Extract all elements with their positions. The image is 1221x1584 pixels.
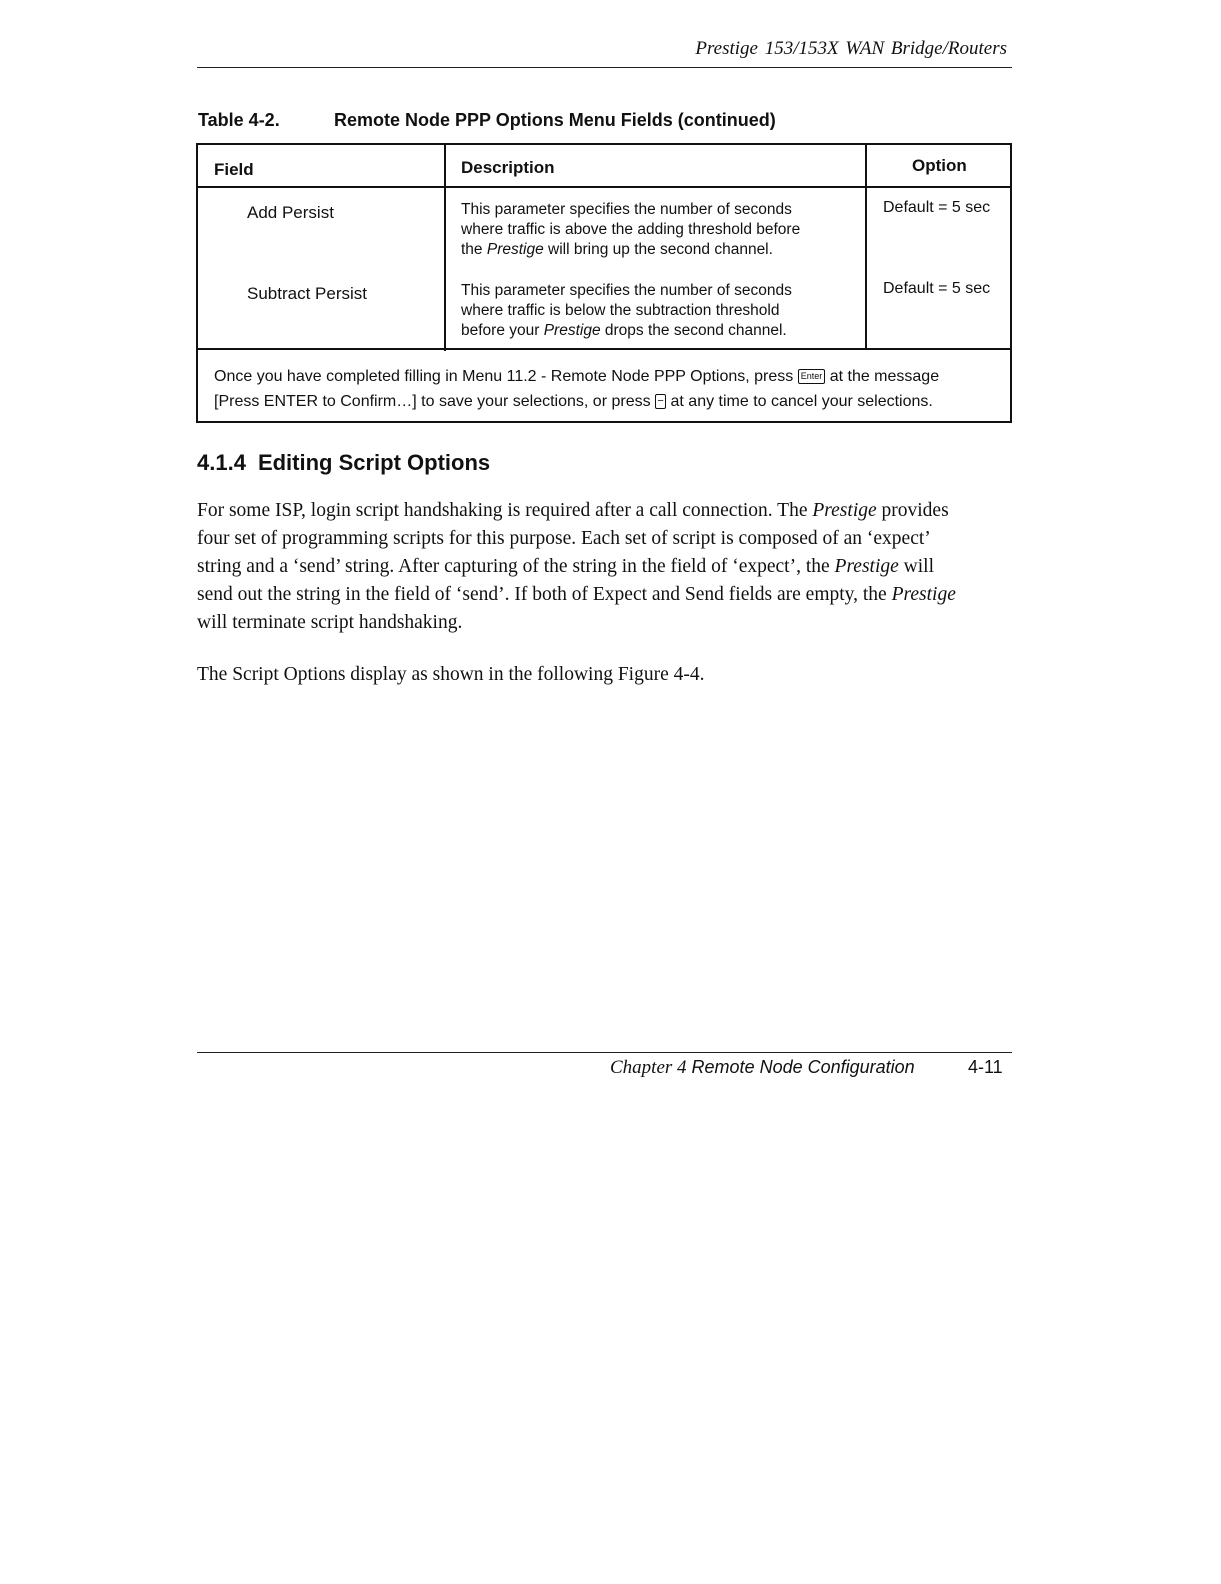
- paragraph-figure-reference: The Script Options display as shown in the following Figure 4-4.: [197, 664, 705, 685]
- row-option-subtract-persist: Default = 5 sec: [883, 280, 991, 297]
- section-title: Editing Script Options: [257, 450, 491, 475]
- paragraph-line: [197, 497, 1005, 525]
- note-line-2: [214, 389, 1004, 414]
- table-border-right: [1010, 143, 1012, 423]
- table-note: [214, 364, 1004, 414]
- footer-rule: [197, 1052, 1012, 1053]
- text: provides: [876, 500, 949, 521]
- product-name: Prestige: [486, 241, 544, 258]
- description-text: before your: [461, 322, 544, 339]
- paragraph-line: [197, 581, 1005, 609]
- table-note-divider: [196, 348, 1012, 350]
- note-line-1: [214, 364, 1004, 389]
- description-text: drops the second channel.: [600, 322, 787, 339]
- note-text: [Press ENTER to Confirm…] to save your selections, or press: [214, 393, 651, 410]
- description-line: where traffic is below the subtraction threshold: [461, 302, 780, 319]
- footer-page-number: 4-11: [968, 1057, 1003, 1077]
- footer-chapter: [610, 1057, 915, 1079]
- text: string and a ‘send’ string. After capturing of the string in the field of ‘expect’, the: [197, 556, 835, 577]
- column-divider-2: [865, 143, 867, 349]
- esc-key-icon: −: [655, 394, 666, 409]
- row-field-subtract-persist: Subtract Persist: [247, 284, 367, 303]
- column-header-description: Description: [461, 158, 555, 177]
- column-divider-1: [444, 143, 446, 351]
- text: will: [898, 556, 935, 577]
- table-border-left: [196, 143, 198, 423]
- row-description-add-persist: [461, 200, 861, 260]
- table-caption: [0, 110, 1221, 134]
- note-text: at the message: [829, 368, 940, 385]
- description-line: [461, 240, 861, 260]
- description-line: where traffic is above the adding threshold before: [461, 221, 801, 238]
- note-text: Once you have completed filling in Menu 11.2 - Remote Node PPP Options, press: [214, 368, 794, 385]
- header-rule: [197, 67, 1012, 68]
- row-field-add-persist: Add Persist: [247, 203, 334, 222]
- description-line: This parameter specifies the number of seconds: [461, 282, 792, 299]
- table-border-top: [196, 143, 1012, 145]
- row-description-subtract-persist: [461, 281, 861, 341]
- paragraph-line: will terminate script handshaking.: [197, 612, 463, 633]
- section-number: 4.1.4: [197, 450, 246, 475]
- description-text: the: [461, 241, 487, 258]
- description-text: will bring up the second channel.: [543, 241, 773, 258]
- paragraph-line: [197, 553, 1005, 581]
- fields-table: [196, 143, 1012, 423]
- row-option-add-persist: Default = 5 sec: [883, 199, 991, 216]
- footer-chapter-word: Chapter 4: [610, 1057, 687, 1078]
- table-border-bottom: [196, 421, 1012, 423]
- running-header: Prestige 153/153X WAN Bridge/Routers: [695, 38, 1007, 59]
- product-name: Prestige: [812, 500, 877, 521]
- text: For some ISP, login script handshaking is required after a call connection. The: [197, 500, 813, 521]
- column-header-field: Field: [214, 160, 254, 179]
- column-header-option: Option: [912, 156, 967, 175]
- description-line: [461, 321, 861, 341]
- description-line: This parameter specifies the number of seconds: [461, 201, 792, 218]
- text: send out the string in the field of ‘send’. If both of Expect and Send fields are empty, the: [197, 584, 892, 605]
- table-title: Remote Node PPP Options Menu Fields (continued): [334, 110, 776, 130]
- enter-key-icon: Enter: [798, 369, 826, 384]
- paragraph-script-options: [197, 497, 1005, 637]
- table-header-divider: [196, 186, 1012, 188]
- product-name: Prestige: [834, 556, 899, 577]
- note-text: at any time to cancel your selections.: [670, 393, 933, 410]
- paragraph-line: four set of programming scripts for this purpose. Each set of script is composed of an ‘expect’: [197, 528, 931, 549]
- product-name: Prestige: [891, 584, 956, 605]
- section-heading: [197, 450, 490, 476]
- footer-chapter-title: Remote Node Configuration: [691, 1057, 915, 1077]
- product-name: Prestige: [543, 322, 601, 339]
- table-number: Table 4-2.: [198, 110, 280, 130]
